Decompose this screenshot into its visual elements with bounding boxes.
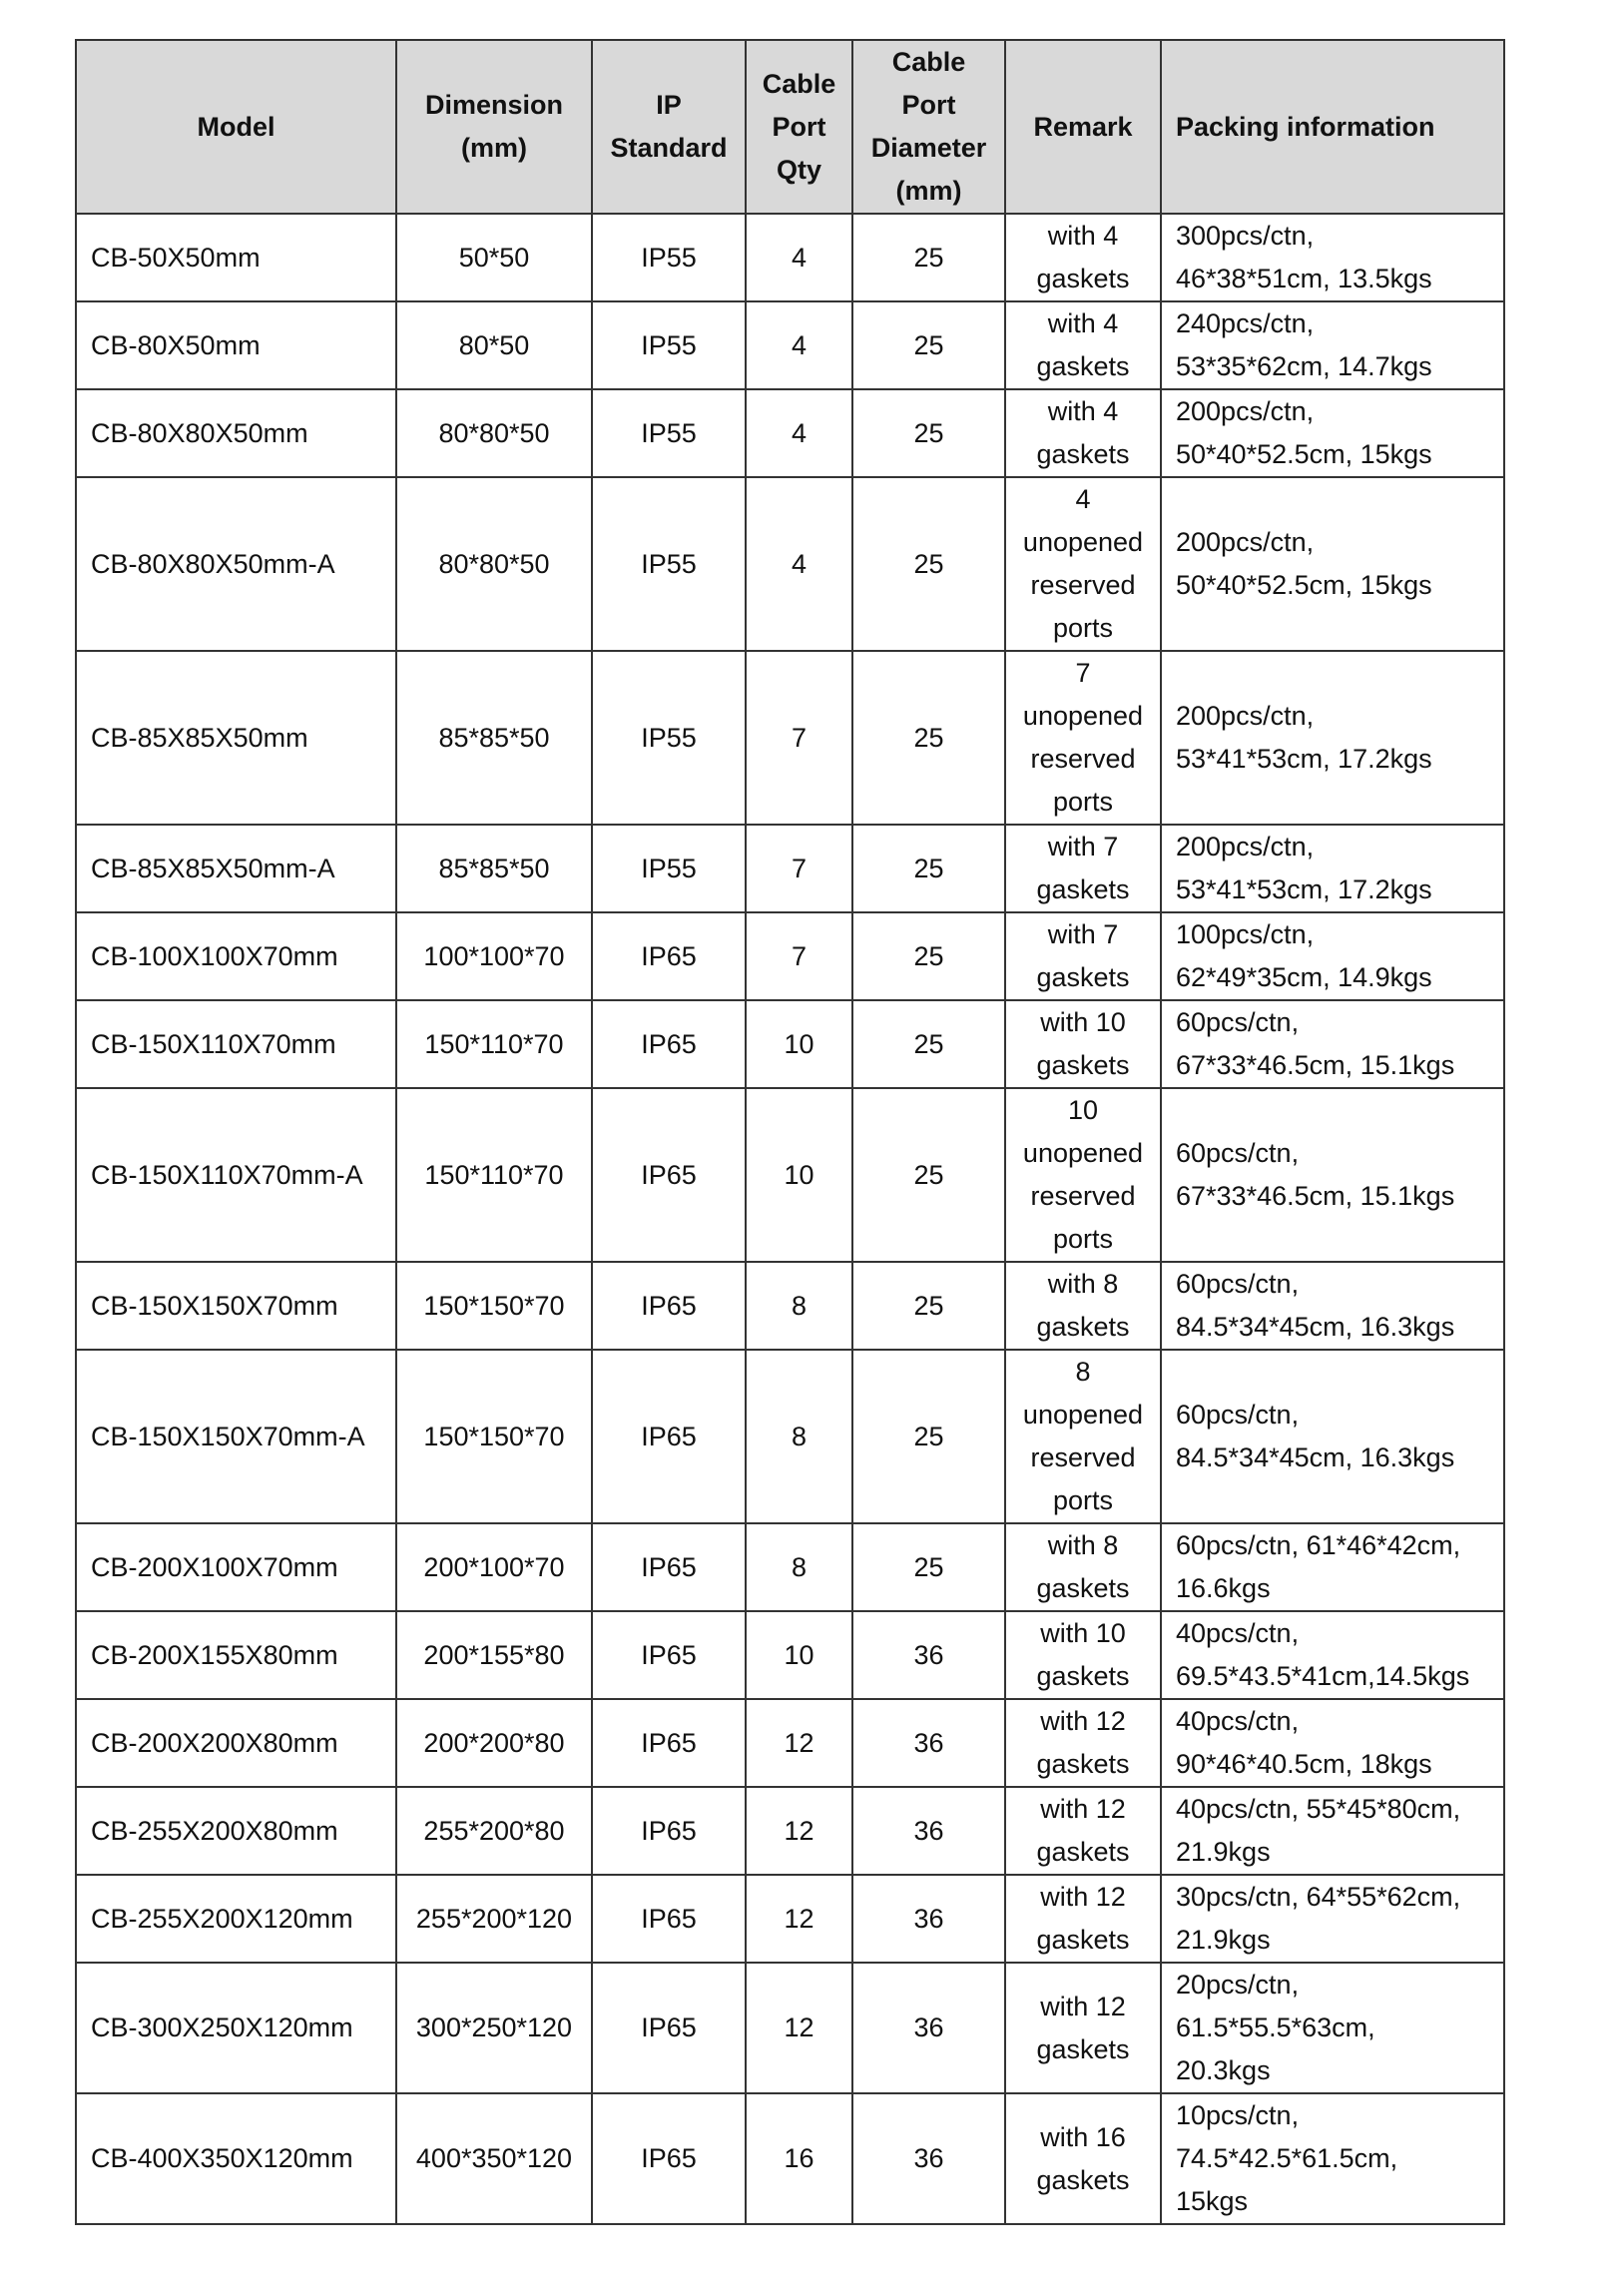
packing-info-line: 40pcs/ctn, 55*45*80cm, (1176, 1794, 1461, 1824)
remark-line: ports (1052, 1224, 1114, 1254)
remark-line: gaskets (1036, 1661, 1130, 1691)
dimension-cell: 200*100*70 (396, 1523, 592, 1611)
remark-line: gaskets (1036, 439, 1130, 469)
remark-cell (1005, 214, 1161, 301)
ip-standard-cell: IP65 (592, 1000, 746, 1088)
remark-cell (1005, 1523, 1161, 1611)
cable-port-qty-cell: 8 (746, 1523, 852, 1611)
dimension-cell: 200*200*80 (396, 1699, 592, 1787)
cable-port-qty-cell: 4 (746, 477, 852, 651)
packing-info-line: 16.6kgs (1176, 1573, 1271, 1603)
table-row (76, 214, 1504, 301)
model-cell: CB-100X100X70mm (76, 912, 396, 1000)
table-row (76, 301, 1504, 389)
table-row (76, 1088, 1504, 1262)
cable-port-diameter-cell: 25 (852, 1350, 1005, 1523)
model-cell: CB-50X50mm (76, 214, 396, 301)
cable-port-qty-cell: 10 (746, 1088, 852, 1262)
spec-sheet (75, 39, 1505, 2225)
remark-cell (1005, 1088, 1161, 1262)
dimension-cell: 150*150*70 (396, 1262, 592, 1350)
dimension-cell: 80*50 (396, 301, 592, 389)
ip-standard-cell: IP65 (592, 1699, 746, 1787)
packing-info-cell (1161, 214, 1504, 301)
remark-line: with 10 (1040, 1007, 1126, 1037)
model-cell: CB-80X80X50mm (76, 389, 396, 477)
model-cell: CB-150X150X70mm-A (76, 1350, 396, 1523)
cable-port-diameter-cell: 25 (852, 912, 1005, 1000)
dimension-cell: 100*100*70 (396, 912, 592, 1000)
table-row (76, 2093, 1504, 2224)
remark-cell (1005, 1699, 1161, 1787)
remark-line: 4 (1075, 484, 1091, 514)
header-row (76, 40, 1504, 214)
cable-port-qty-cell: 8 (746, 1350, 852, 1523)
remark-line: 10 (1067, 1095, 1099, 1125)
packing-info-line: 10pcs/ctn, (1176, 2100, 1300, 2130)
remark-line: with 12 (1040, 1991, 1126, 2021)
packing-info-cell (1161, 1963, 1504, 2093)
ip-standard-cell: IP55 (592, 477, 746, 651)
remark-line: with 8 (1047, 1269, 1119, 1299)
remark-cell (1005, 825, 1161, 912)
packing-info-line: 69.5*43.5*41cm,14.5kgs (1176, 1661, 1470, 1691)
packing-info-line: 50*40*52.5cm, 15kgs (1176, 439, 1432, 469)
remark-line: gaskets (1036, 1925, 1130, 1955)
remark-line: gaskets (1036, 1749, 1130, 1779)
remark-line: gaskets (1036, 874, 1130, 904)
model-cell: CB-255X200X80mm (76, 1787, 396, 1875)
dimension-cell: 400*350*120 (396, 2093, 592, 2224)
remark-cell (1005, 1787, 1161, 1875)
cable-port-qty-cell: 16 (746, 2093, 852, 2224)
remark-line: with 4 (1047, 396, 1119, 426)
remark-line: with 4 (1047, 221, 1119, 251)
model-cell: CB-150X150X70mm (76, 1262, 396, 1350)
cable-port-qty-cell: 4 (746, 301, 852, 389)
cable-port-qty-cell: 8 (746, 1262, 852, 1350)
cable-port-diameter-cell: 25 (852, 389, 1005, 477)
model-cell: CB-85X85X50mm-A (76, 825, 396, 912)
remark-cell (1005, 1611, 1161, 1699)
packing-info-line: 40pcs/ctn, (1176, 1618, 1300, 1648)
dimension-cell: 85*85*50 (396, 651, 592, 825)
dimension-cell: 85*85*50 (396, 825, 592, 912)
cable-port-qty-cell: 7 (746, 912, 852, 1000)
remark-line: with 4 (1047, 308, 1119, 338)
packing-info-line: 53*41*53cm, 17.2kgs (1176, 874, 1432, 904)
header-remark: Remark (1005, 40, 1161, 214)
packing-info-line: 61.5*55.5*63cm, (1176, 2012, 1375, 2042)
table-row (76, 912, 1504, 1000)
packing-info-cell (1161, 1262, 1504, 1350)
packing-info-line: 67*33*46.5cm, 15.1kgs (1176, 1181, 1455, 1211)
cable-port-qty-cell: 7 (746, 651, 852, 825)
table-row (76, 1000, 1504, 1088)
ip-standard-cell: IP65 (592, 1350, 746, 1523)
remark-cell (1005, 1262, 1161, 1350)
table-row (76, 1611, 1504, 1699)
ip-standard-cell: IP55 (592, 825, 746, 912)
cable-port-diameter-cell: 25 (852, 477, 1005, 651)
table-row (76, 1963, 1504, 2093)
table-row (76, 1875, 1504, 1963)
header-ip-standard: IP Standard (592, 40, 746, 214)
cable-port-diameter-cell: 25 (852, 825, 1005, 912)
remark-cell (1005, 1963, 1161, 2093)
remark-line: gaskets (1036, 1573, 1130, 1603)
ip-standard-cell: IP65 (592, 1963, 746, 2093)
packing-info-line: 67*33*46.5cm, 15.1kgs (1176, 1050, 1455, 1080)
remark-line: reserved (1030, 1442, 1136, 1472)
ip-standard-cell: IP55 (592, 301, 746, 389)
packing-info-line: 53*41*53cm, 17.2kgs (1176, 744, 1432, 774)
cable-port-qty-cell: 12 (746, 1787, 852, 1875)
dimension-cell: 200*155*80 (396, 1611, 592, 1699)
packing-info-line: 84.5*34*45cm, 16.3kgs (1176, 1312, 1455, 1342)
table-row (76, 1699, 1504, 1787)
model-cell: CB-150X110X70mm-A (76, 1088, 396, 1262)
packing-info-line: 90*46*40.5cm, 18kgs (1176, 1749, 1432, 1779)
cable-port-diameter-cell: 36 (852, 1875, 1005, 1963)
remark-cell (1005, 651, 1161, 825)
remark-line: ports (1052, 1485, 1114, 1515)
remark-line: unopened (1022, 1138, 1144, 1168)
dimension-cell: 80*80*50 (396, 477, 592, 651)
remark-line: reserved (1030, 1181, 1136, 1211)
table-body (76, 214, 1504, 2224)
cable-port-qty-cell: 10 (746, 1611, 852, 1699)
remark-line: with 16 (1040, 2121, 1126, 2152)
table-row (76, 651, 1504, 825)
table-row (76, 477, 1504, 651)
packing-info-cell (1161, 825, 1504, 912)
packing-info-line: 20.3kgs (1176, 2055, 1271, 2085)
remark-line: with 7 (1047, 832, 1119, 861)
cable-port-diameter-cell: 36 (852, 1611, 1005, 1699)
packing-info-line: 200pcs/ctn, (1176, 832, 1315, 861)
ip-standard-cell: IP65 (592, 1875, 746, 1963)
cable-port-qty-cell: 4 (746, 389, 852, 477)
table-row (76, 1523, 1504, 1611)
packing-info-line: 200pcs/ctn, (1176, 527, 1315, 557)
remark-line: with 7 (1047, 919, 1119, 949)
remark-line: gaskets (1036, 2164, 1130, 2195)
remark-line: reserved (1030, 744, 1136, 774)
remark-line: gaskets (1036, 962, 1130, 992)
packing-info-cell (1161, 2093, 1504, 2224)
remark-cell (1005, 301, 1161, 389)
dimension-cell: 80*80*50 (396, 389, 592, 477)
packing-info-line: 21.9kgs (1176, 1925, 1271, 1955)
packing-info-line: 240pcs/ctn, (1176, 308, 1315, 338)
packing-info-cell (1161, 1523, 1504, 1611)
model-cell: CB-85X85X50mm (76, 651, 396, 825)
table-row (76, 1262, 1504, 1350)
packing-info-cell (1161, 1611, 1504, 1699)
cable-port-diameter-cell: 25 (852, 301, 1005, 389)
dimension-cell: 50*50 (396, 214, 592, 301)
model-cell: CB-255X200X120mm (76, 1875, 396, 1963)
packing-info-line: 20pcs/ctn, (1176, 1970, 1300, 2000)
cable-port-qty-cell: 7 (746, 825, 852, 912)
remark-line: gaskets (1036, 1837, 1130, 1867)
ip-standard-cell: IP55 (592, 214, 746, 301)
cable-port-qty-cell: 4 (746, 214, 852, 301)
remark-line: gaskets (1036, 1312, 1130, 1342)
ip-standard-cell: IP55 (592, 389, 746, 477)
remark-line: gaskets (1036, 1050, 1130, 1080)
packing-info-line: 200pcs/ctn, (1176, 701, 1315, 731)
cable-port-qty-cell: 10 (746, 1000, 852, 1088)
model-cell: CB-200X100X70mm (76, 1523, 396, 1611)
packing-info-cell (1161, 477, 1504, 651)
packing-info-cell (1161, 912, 1504, 1000)
remark-line: gaskets (1036, 2033, 1130, 2064)
cable-box-spec-table (75, 39, 1505, 2225)
header-packing-information: Packing information (1161, 40, 1504, 214)
cable-port-diameter-cell: 36 (852, 1699, 1005, 1787)
packing-info-line: 30pcs/ctn, 64*55*62cm, (1176, 1882, 1461, 1912)
packing-info-line: 100pcs/ctn, (1176, 919, 1315, 949)
packing-info-cell (1161, 1875, 1504, 1963)
model-cell: CB-400X350X120mm (76, 2093, 396, 2224)
packing-info-line: 62*49*35cm, 14.9kgs (1176, 962, 1432, 992)
packing-info-line: 40pcs/ctn, (1176, 1706, 1300, 1736)
cable-port-diameter-cell: 25 (852, 1000, 1005, 1088)
cable-port-diameter-cell: 25 (852, 1088, 1005, 1262)
table-row (76, 1787, 1504, 1875)
remark-cell (1005, 1350, 1161, 1523)
cable-port-qty-cell: 12 (746, 1875, 852, 1963)
cable-port-qty-cell: 12 (746, 1963, 852, 2093)
remark-line: 7 (1075, 658, 1091, 688)
ip-standard-cell: IP65 (592, 912, 746, 1000)
cable-port-diameter-cell: 25 (852, 651, 1005, 825)
remark-cell (1005, 1000, 1161, 1088)
remark-line: reserved (1030, 570, 1136, 600)
model-cell: CB-80X80X50mm-A (76, 477, 396, 651)
packing-info-line: 46*38*51cm, 13.5kgs (1176, 264, 1432, 293)
remark-line: ports (1052, 613, 1114, 643)
remark-cell (1005, 912, 1161, 1000)
remark-line: unopened (1022, 701, 1144, 731)
cable-port-diameter-cell: 25 (852, 214, 1005, 301)
dimension-cell: 150*150*70 (396, 1350, 592, 1523)
remark-cell (1005, 389, 1161, 477)
remark-line: 8 (1075, 1357, 1091, 1387)
remark-cell (1005, 1875, 1161, 1963)
packing-info-cell (1161, 651, 1504, 825)
header-model: Model (76, 40, 396, 214)
ip-standard-cell: IP65 (592, 1787, 746, 1875)
dimension-cell: 150*110*70 (396, 1000, 592, 1088)
remark-cell (1005, 2093, 1161, 2224)
packing-info-line: 21.9kgs (1176, 1837, 1271, 1867)
remark-line: ports (1052, 787, 1114, 817)
cable-port-diameter-cell: 36 (852, 1787, 1005, 1875)
remark-line: with 12 (1040, 1794, 1126, 1824)
model-cell: CB-300X250X120mm (76, 1963, 396, 2093)
cable-port-diameter-cell: 25 (852, 1523, 1005, 1611)
ip-standard-cell: IP65 (592, 1611, 746, 1699)
packing-info-line: 60pcs/ctn, (1176, 1138, 1300, 1168)
model-cell: CB-80X50mm (76, 301, 396, 389)
packing-info-line: 200pcs/ctn, (1176, 396, 1315, 426)
dimension-cell: 300*250*120 (396, 1963, 592, 2093)
remark-line: gaskets (1036, 351, 1130, 381)
ip-standard-cell: IP55 (592, 651, 746, 825)
dimension-cell: 150*110*70 (396, 1088, 592, 1262)
table-row (76, 1350, 1504, 1523)
packing-info-cell (1161, 301, 1504, 389)
cable-port-qty-cell: 12 (746, 1699, 852, 1787)
packing-info-line: 53*35*62cm, 14.7kgs (1176, 351, 1432, 381)
cable-port-diameter-cell: 36 (852, 2093, 1005, 2224)
packing-info-line: 50*40*52.5cm, 15kgs (1176, 570, 1432, 600)
remark-cell (1005, 477, 1161, 651)
packing-info-cell (1161, 1787, 1504, 1875)
packing-info-line: 15kgs (1176, 2186, 1249, 2216)
remark-line: with 8 (1047, 1530, 1119, 1560)
table-row (76, 825, 1504, 912)
remark-line: with 12 (1040, 1706, 1126, 1736)
model-cell: CB-200X200X80mm (76, 1699, 396, 1787)
packing-info-line: 300pcs/ctn, (1176, 221, 1315, 251)
header-cable-port-qty: Cable Port Qty (746, 40, 852, 214)
model-cell: CB-150X110X70mm (76, 1000, 396, 1088)
dimension-cell: 255*200*80 (396, 1787, 592, 1875)
header-dimension: Dimension (mm) (396, 40, 592, 214)
model-cell: CB-200X155X80mm (76, 1611, 396, 1699)
ip-standard-cell: IP65 (592, 1523, 746, 1611)
remark-line: with 12 (1040, 1882, 1126, 1912)
packing-info-line: 60pcs/ctn, (1176, 1007, 1300, 1037)
remark-line: unopened (1022, 527, 1144, 557)
table-row (76, 389, 1504, 477)
ip-standard-cell: IP65 (592, 2093, 746, 2224)
packing-info-line: 60pcs/ctn, 61*46*42cm, (1176, 1530, 1461, 1560)
cable-port-diameter-cell: 25 (852, 1262, 1005, 1350)
header-cable-port-diameter: Cable Port Diameter (mm) (852, 40, 1005, 214)
packing-info-cell (1161, 1699, 1504, 1787)
dimension-cell: 255*200*120 (396, 1875, 592, 1963)
cable-port-diameter-cell: 36 (852, 1963, 1005, 2093)
ip-standard-cell: IP65 (592, 1088, 746, 1262)
packing-info-cell (1161, 1088, 1504, 1262)
packing-info-line: 60pcs/ctn, (1176, 1269, 1300, 1299)
remark-line: gaskets (1036, 264, 1130, 293)
packing-info-cell (1161, 1000, 1504, 1088)
remark-line: unopened (1022, 1400, 1144, 1430)
remark-line: with 10 (1040, 1618, 1126, 1648)
packing-info-line: 74.5*42.5*61.5cm, (1176, 2143, 1398, 2173)
ip-standard-cell: IP65 (592, 1262, 746, 1350)
packing-info-cell (1161, 389, 1504, 477)
packing-info-cell (1161, 1350, 1504, 1523)
packing-info-line: 84.5*34*45cm, 16.3kgs (1176, 1442, 1455, 1472)
packing-info-line: 60pcs/ctn, (1176, 1400, 1300, 1430)
